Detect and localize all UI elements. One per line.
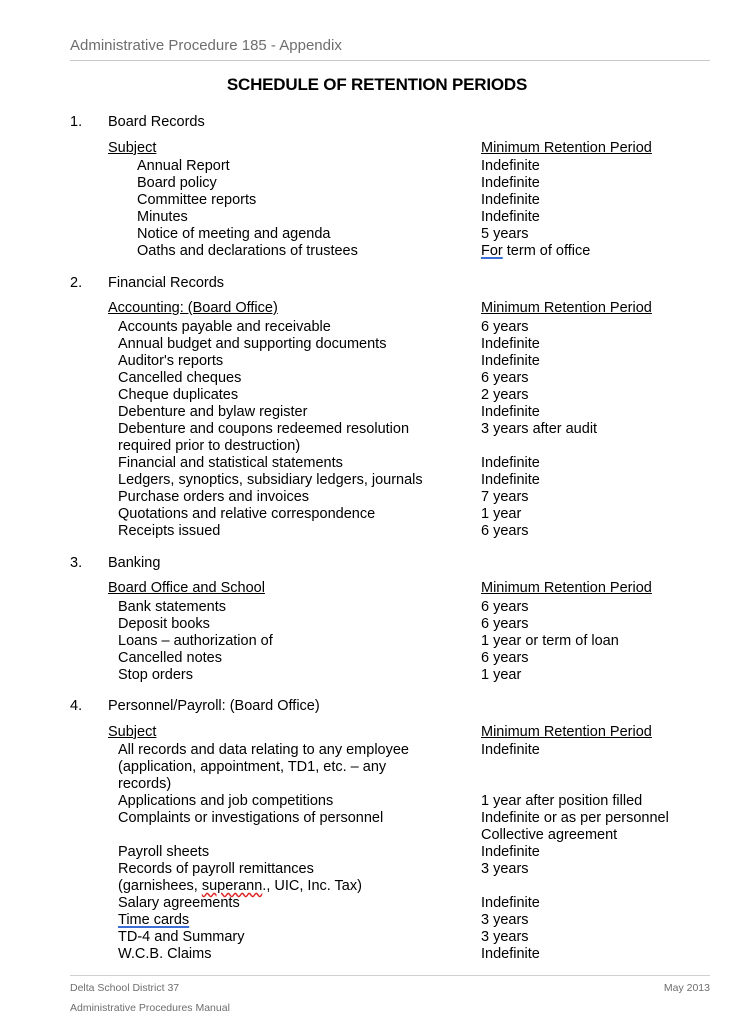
table-row: [0, 192, 754, 209]
table-row: [0, 861, 754, 895]
subject-line: required prior to destruction): [118, 438, 301, 454]
record-period: 5 years: [481, 226, 529, 242]
table-row: [0, 810, 754, 844]
subject-header: Subject: [108, 724, 157, 740]
record-subject: Cheque duplicates: [118, 387, 239, 403]
record-period: 6 years: [481, 319, 529, 335]
subject-header: Subject: [108, 140, 157, 156]
record-subject: Deposit books: [118, 616, 210, 632]
section-title: Financial Records: [108, 275, 225, 291]
record-period: 1 year: [481, 506, 522, 522]
footer-district: Delta School District 37: [70, 982, 180, 994]
table-row: [0, 895, 754, 912]
record-subject: Cancelled notes: [118, 650, 222, 666]
record-period: Indefinite: [481, 946, 540, 962]
table-row: [0, 243, 754, 260]
table-row: [0, 946, 754, 963]
period-line: Collective agreement: [481, 827, 618, 843]
document-title: SCHEDULE OF RETENTION PERIODS: [226, 75, 528, 94]
record-period: 6 years: [481, 616, 529, 632]
record-subject: Accounts payable and receivable: [118, 319, 331, 335]
period-prefix: For: [481, 243, 503, 259]
footer-date: May 2013: [663, 982, 710, 994]
table-row: [0, 633, 754, 650]
record-period: 1 year: [481, 667, 522, 683]
subject-header: Accounting: (Board Office): [108, 300, 278, 316]
record-subject: Financial and statistical statements: [118, 455, 343, 471]
record-period: 6 years: [481, 599, 529, 615]
record-subject: Auditor's reports: [118, 353, 224, 369]
record-subject: Purchase orders and invoices: [118, 489, 310, 505]
subject-header: Board Office and School: [108, 580, 265, 596]
table-row: [0, 209, 754, 226]
table-row: [0, 472, 754, 489]
subject-line: Debenture and coupons redeemed resolution: [118, 421, 410, 437]
record-subject: Salary agreements: [118, 895, 240, 911]
table-row: [0, 929, 754, 946]
record-list: [0, 319, 754, 540]
section-number: 1.: [70, 114, 83, 130]
record-subject: Bank statements: [118, 599, 226, 615]
record-subject: Committee reports: [137, 192, 257, 208]
table-row: [0, 506, 754, 523]
record-list: [0, 742, 754, 963]
record-period: Indefinite: [481, 742, 540, 758]
record-period: 1 year or term of loan: [481, 633, 619, 649]
table-row: [0, 455, 754, 472]
record-subject: Board policy: [137, 175, 217, 191]
table-row: [0, 616, 754, 633]
record-period: Indefinite: [481, 158, 540, 174]
record-list: [0, 158, 754, 260]
subject-underlined: Time cards: [118, 912, 190, 928]
table-row: [0, 421, 754, 455]
section-number: 2.: [70, 275, 83, 291]
record-period: 3 years: [481, 912, 529, 928]
table-row: [0, 404, 754, 421]
record-subject: Ledgers, synoptics, subsidiary ledgers, journals: [118, 472, 423, 488]
record-subject: Minutes: [137, 209, 188, 225]
record-period: [481, 810, 711, 844]
subject-line-suffix: ., UIC, Inc. Tax): [262, 878, 362, 894]
section-number: 4.: [70, 698, 83, 714]
table-row: [0, 370, 754, 387]
record-period: Indefinite: [481, 404, 540, 420]
record-subject: [118, 861, 448, 895]
record-period: 7 years: [481, 489, 529, 505]
footer-manual: Administrative Procedures Manual: [70, 1002, 230, 1014]
table-row: [0, 793, 754, 810]
record-period: 1 year after position filled: [481, 793, 643, 809]
record-subject: Oaths and declarations of trustees: [137, 243, 358, 259]
record-period: 2 years: [481, 387, 529, 403]
record-subject: Annual budget and supporting documents: [118, 336, 387, 352]
record-period: 6 years: [481, 650, 529, 666]
record-subject: Receipts issued: [118, 523, 221, 539]
record-period: 6 years: [481, 523, 529, 539]
record-subject: Notice of meeting and agenda: [137, 226, 331, 242]
subject-line-prefix: (garnishees,: [118, 878, 202, 894]
record-period: Indefinite: [481, 192, 540, 208]
record-subject: [118, 742, 448, 793]
misspelled-word: superann: [201, 878, 263, 894]
header-divider: [70, 60, 710, 61]
record-period: Indefinite: [481, 455, 540, 471]
table-row: [0, 489, 754, 506]
table-row: [0, 599, 754, 616]
page-header: Administrative Procedure 185 - Appendix: [70, 37, 342, 54]
table-row: [0, 650, 754, 667]
table-row: [0, 387, 754, 404]
record-subject: Applications and job competitions: [118, 793, 334, 809]
period-line: Indefinite or as per personnel: [481, 810, 669, 826]
record-subject: Loans – authorization of: [118, 633, 273, 649]
section-title: Personnel/Payroll: (Board Office): [108, 698, 320, 714]
section-title: Board Records: [108, 114, 205, 130]
retention-period-header: Minimum Retention Period: [481, 724, 652, 740]
record-period: 6 years: [481, 370, 529, 386]
table-row: [0, 844, 754, 861]
record-period: Indefinite: [481, 472, 540, 488]
record-subject: Quotations and relative correspondence: [118, 506, 376, 522]
retention-period-header: Minimum Retention Period: [481, 140, 652, 156]
record-subject: Cancelled cheques: [118, 370, 242, 386]
record-period: [481, 243, 711, 260]
record-subject: Debenture and bylaw register: [118, 404, 308, 420]
record-period: Indefinite: [481, 353, 540, 369]
record-period: Indefinite: [481, 336, 540, 352]
record-subject: Payroll sheets: [118, 844, 210, 860]
section-title: Banking: [108, 555, 161, 571]
record-period: Indefinite: [481, 209, 540, 225]
record-subject: [118, 912, 448, 929]
record-period: 3 years: [481, 861, 529, 877]
table-row: [0, 175, 754, 192]
section-number: 3.: [70, 555, 83, 571]
record-period: Indefinite: [481, 175, 540, 191]
record-period: 3 years after audit: [481, 421, 598, 437]
record-period: 3 years: [481, 929, 529, 945]
table-row: [0, 158, 754, 175]
subject-line: Records of payroll remittances: [118, 861, 314, 877]
table-row: [0, 353, 754, 370]
subject-line: (application, appointment, TD1, etc. – any: [118, 759, 387, 775]
table-row: [0, 912, 754, 929]
record-period: Indefinite: [481, 844, 540, 860]
record-subject: Stop orders: [118, 667, 193, 683]
record-subject: W.C.B. Claims: [118, 946, 212, 962]
retention-period-header: Minimum Retention Period: [481, 300, 652, 316]
subject-line: records): [118, 776, 172, 792]
record-subject: Annual Report: [137, 158, 230, 174]
record-list: [0, 599, 754, 684]
table-row: [0, 667, 754, 684]
table-row: [0, 226, 754, 243]
table-row: [0, 336, 754, 353]
record-period: Indefinite: [481, 895, 540, 911]
retention-period-header: Minimum Retention Period: [481, 580, 652, 596]
record-subject: [118, 421, 448, 455]
table-row: [0, 523, 754, 540]
record-subject: Complaints or investigations of personnel: [118, 810, 384, 826]
table-row: [0, 742, 754, 793]
record-subject: TD-4 and Summary: [118, 929, 245, 945]
footer-divider: [70, 975, 710, 976]
period-suffix: term of office: [502, 243, 591, 259]
table-row: [0, 319, 754, 336]
subject-line: All records and data relating to any employee: [118, 742, 409, 758]
